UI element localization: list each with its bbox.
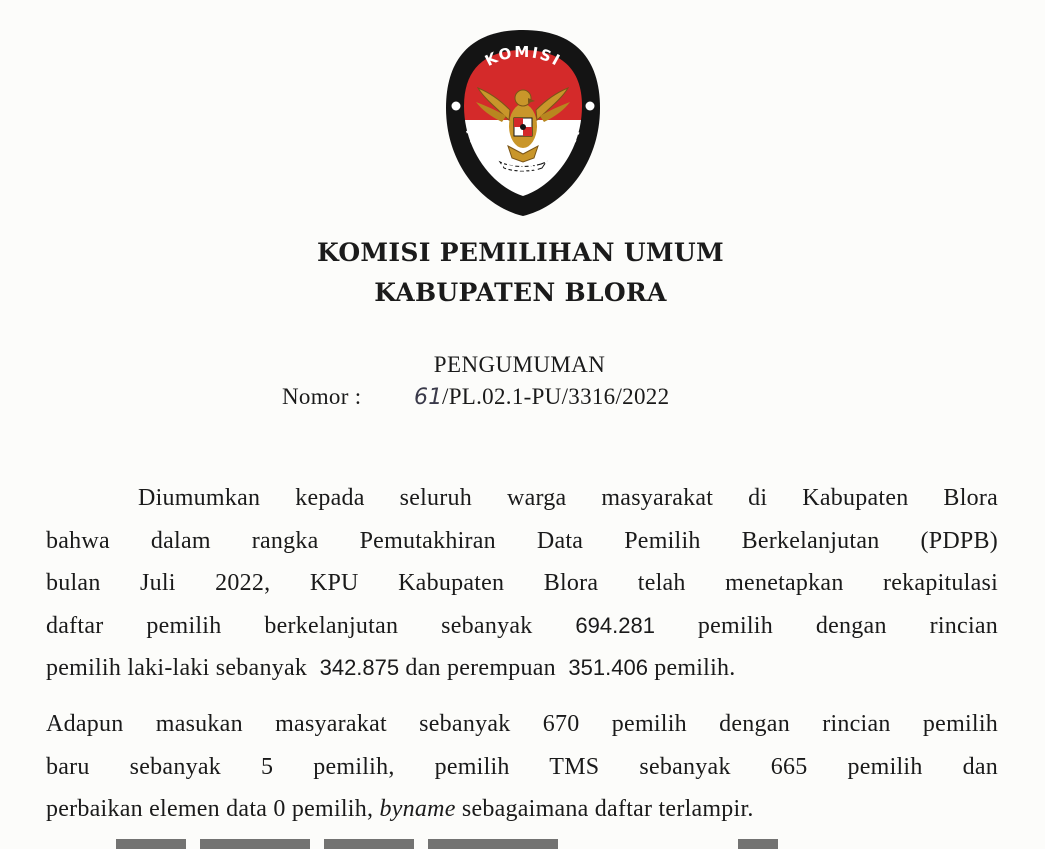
text-segment: pemilih. xyxy=(654,655,736,681)
paragraph-line: Diumumkan kepada seluruh warga masyarakat di Kabupaten Blora xyxy=(138,485,998,511)
paragraph-announcement xyxy=(46,477,998,690)
paragraph-input xyxy=(46,703,998,831)
paragraph-line: bahwa dalam rangka Pemutakhiran Data Pemilih Berkelanjutan (PDPB) xyxy=(46,527,998,554)
paragraph-line xyxy=(46,788,998,831)
female-voters: 351.406 xyxy=(568,655,648,680)
paragraph-line xyxy=(46,605,998,648)
text-segment: perbaikan elemen data 0 pemilih, xyxy=(46,796,374,822)
kpu-logo xyxy=(442,28,604,218)
number-handwritten: 61 xyxy=(414,385,443,410)
text-segment: daftar pemilih berkelanjutan sebanyak xyxy=(46,612,533,639)
text-segment: sebagaimana daftar terlampir. xyxy=(461,796,754,822)
number-code: /PL.02.1-PU/3316/2022 xyxy=(442,384,670,409)
truncated-line xyxy=(116,829,996,849)
org-region: KABUPATEN BLORA xyxy=(374,278,667,307)
svg-text:PEMILIHAN UMUM: PEMILIHAN UMUM xyxy=(461,125,585,177)
number-label: Nomor : xyxy=(282,384,362,409)
svg-text:KOMISI: KOMISI xyxy=(482,42,565,71)
total-voters: 694.281 xyxy=(575,612,655,638)
announcement-title: PENGUMUMAN xyxy=(433,352,606,377)
paragraph-line xyxy=(46,647,998,690)
paragraph-line: baru sebanyak 5 pemilih, pemilih TMS sebanyak 665 pemilih dan xyxy=(46,753,998,780)
text-segment: pemilih dengan rincian xyxy=(697,612,999,639)
document-number xyxy=(282,384,669,410)
text-segment: pemilih laki-laki sebanyak xyxy=(46,655,308,681)
male-voters: 342.875 xyxy=(319,655,400,680)
org-name: KOMISI PEMILIHAN UMUM xyxy=(317,238,724,267)
text-segment: dan perempuan xyxy=(405,655,556,681)
paragraph-line: Adapun masukan masyarakat sebanyak 670 pemilih dengan rincian pemilih xyxy=(46,711,998,737)
paragraph-line: bulan Juli 2022, KPU Kabupaten Blora telah menetapkan rekapitulasi xyxy=(46,570,998,596)
italic-term: byname xyxy=(379,796,456,822)
